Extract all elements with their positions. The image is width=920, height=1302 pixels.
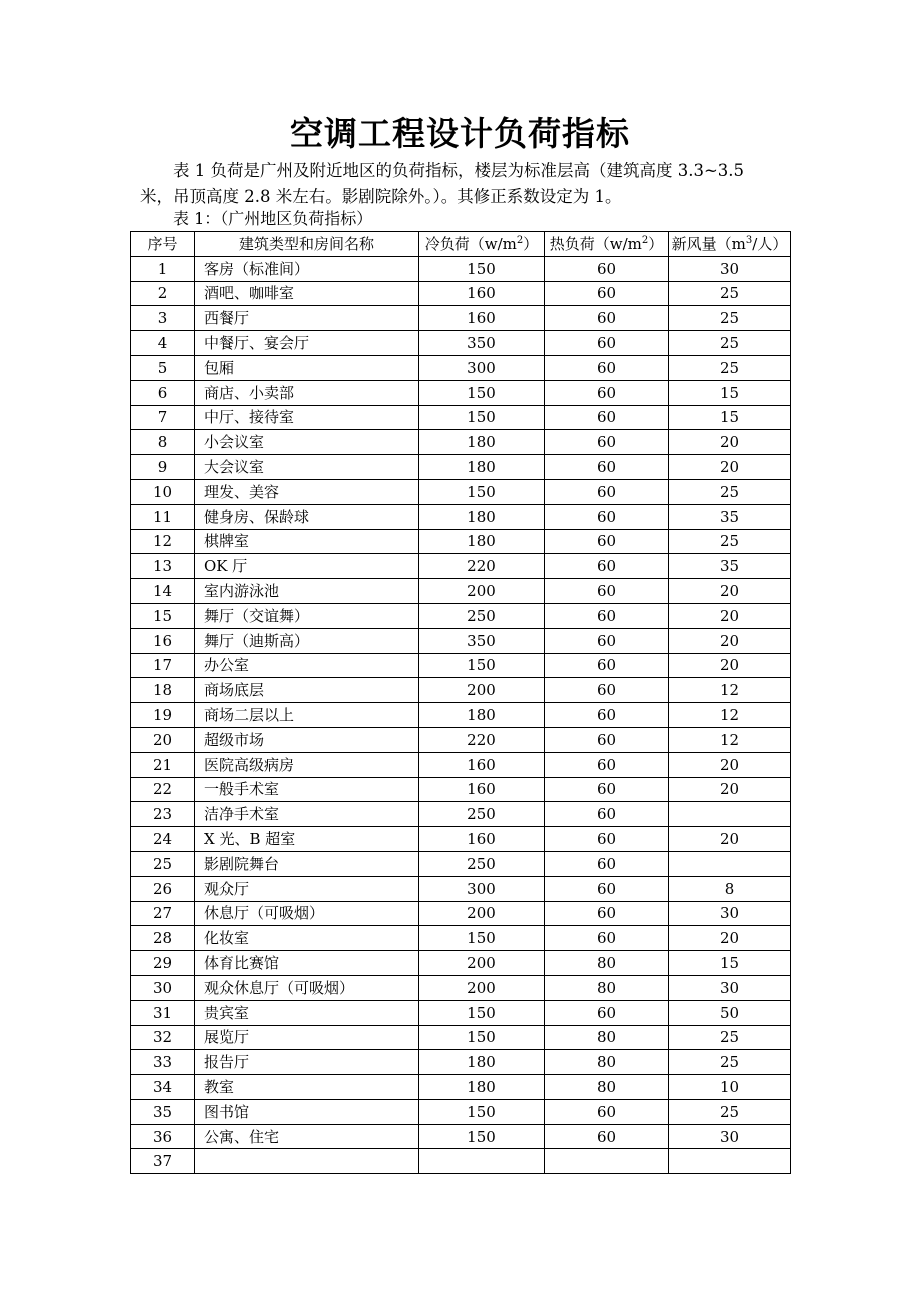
cell-heating-load: 60: [545, 1000, 669, 1025]
cell-fresh-air: 20: [669, 455, 791, 480]
cell-no: 15: [131, 603, 195, 628]
cell-cooling-load: 200: [419, 975, 545, 1000]
cell-heating-load: 60: [545, 653, 669, 678]
cell-heating-load: 60: [545, 479, 669, 504]
header-cooling-load-text: 冷负荷（w/m: [424, 234, 517, 253]
cell-name: OK 厅: [195, 554, 419, 579]
cell-cooling-load: 150: [419, 653, 545, 678]
table-row: [131, 455, 791, 480]
cell-no: 29: [131, 951, 195, 976]
cell-cooling-load: 200: [419, 579, 545, 604]
cell-fresh-air: 25: [669, 355, 791, 380]
cell-heating-load: 60: [545, 727, 669, 752]
header-no: 序号: [131, 232, 195, 257]
cell-cooling-load: 180: [419, 529, 545, 554]
cell-name: 贵宾室: [195, 1000, 419, 1025]
table-row: [131, 901, 791, 926]
cell-heating-load: 80: [545, 1075, 669, 1100]
table-header-row: [131, 232, 791, 257]
cell-no: 25: [131, 851, 195, 876]
table-row: [131, 479, 791, 504]
cell-cooling-load: 150: [419, 1099, 545, 1124]
header-fresh-air-suffix: /人）: [752, 234, 788, 253]
cell-name: 报告厅: [195, 1050, 419, 1075]
table-row: [131, 1000, 791, 1025]
cell-name: 西餐厅: [195, 306, 419, 331]
cell-fresh-air: 20: [669, 827, 791, 852]
table-row: [131, 653, 791, 678]
cell-no: 4: [131, 331, 195, 356]
cell-fresh-air: 20: [669, 628, 791, 653]
cell-cooling-load: 220: [419, 727, 545, 752]
table-row: [131, 678, 791, 703]
cell-cooling-load: 180: [419, 430, 545, 455]
cell-heating-load: 60: [545, 1124, 669, 1149]
cell-fresh-air: 35: [669, 554, 791, 579]
table-row: [131, 554, 791, 579]
cell-cooling-load: 250: [419, 603, 545, 628]
cell-name: X 光、B 超室: [195, 827, 419, 852]
table-row: [131, 975, 791, 1000]
intro-paragraph: [140, 158, 780, 210]
cell-fresh-air: 8: [669, 876, 791, 901]
table-row: [131, 1124, 791, 1149]
cell-no: 12: [131, 529, 195, 554]
cell-name: 办公室: [195, 653, 419, 678]
cell-no: 13: [131, 554, 195, 579]
cell-cooling-load: 250: [419, 802, 545, 827]
cell-no: 5: [131, 355, 195, 380]
cell-no: 27: [131, 901, 195, 926]
cell-no: 33: [131, 1050, 195, 1075]
cell-no: 23: [131, 802, 195, 827]
cell-no: 21: [131, 752, 195, 777]
cell-cooling-load: 200: [419, 951, 545, 976]
cell-heating-load: 60: [545, 926, 669, 951]
cell-no: 10: [131, 479, 195, 504]
cell-name: 舞厅（迪斯高）: [195, 628, 419, 653]
cell-no: 31: [131, 1000, 195, 1025]
cell-heating-load: 60: [545, 455, 669, 480]
cell-fresh-air: 35: [669, 504, 791, 529]
cell-fresh-air: 25: [669, 529, 791, 554]
cell-fresh-air: 25: [669, 306, 791, 331]
table-row: [131, 355, 791, 380]
cell-cooling-load: 150: [419, 479, 545, 504]
cell-fresh-air: 25: [669, 1099, 791, 1124]
table-row: [131, 752, 791, 777]
cell-heating-load: 60: [545, 331, 669, 356]
cell-name: 客房（标准间）: [195, 256, 419, 281]
cell-no: 26: [131, 876, 195, 901]
cell-heating-load: 60: [545, 802, 669, 827]
header-cooling-load: [419, 232, 545, 257]
cell-fresh-air: 50: [669, 1000, 791, 1025]
table-row: [131, 827, 791, 852]
cell-name: 展览厅: [195, 1025, 419, 1050]
cell-no: 35: [131, 1099, 195, 1124]
cell-no: 34: [131, 1075, 195, 1100]
cell-no: 7: [131, 405, 195, 430]
cell-cooling-load: [419, 1149, 545, 1174]
cell-fresh-air: 20: [669, 430, 791, 455]
cell-fresh-air: 20: [669, 579, 791, 604]
cell-cooling-load: 300: [419, 876, 545, 901]
cell-no: 19: [131, 703, 195, 728]
table-row: [131, 951, 791, 976]
cell-fresh-air: 20: [669, 752, 791, 777]
cell-no: 17: [131, 653, 195, 678]
cell-heating-load: 60: [545, 554, 669, 579]
cell-cooling-load: 180: [419, 703, 545, 728]
cell-fresh-air: 30: [669, 901, 791, 926]
cell-no: 14: [131, 579, 195, 604]
table-row: [131, 281, 791, 306]
cell-no: 1: [131, 256, 195, 281]
header-heating-load-suffix: ）: [648, 234, 664, 253]
cell-fresh-air: 20: [669, 777, 791, 802]
table-row: [131, 430, 791, 455]
table-row: [131, 579, 791, 604]
cell-heating-load: 60: [545, 306, 669, 331]
header-name: 建筑类型和房间名称: [195, 232, 419, 257]
header-heating-load: [545, 232, 669, 257]
cell-cooling-load: 350: [419, 331, 545, 356]
cell-cooling-load: 200: [419, 678, 545, 703]
cell-fresh-air: 20: [669, 926, 791, 951]
cell-cooling-load: 300: [419, 355, 545, 380]
cell-name: 医院高级病房: [195, 752, 419, 777]
cell-fresh-air: 30: [669, 1124, 791, 1149]
cell-fresh-air: 12: [669, 727, 791, 752]
cell-heating-load: 60: [545, 256, 669, 281]
cell-heating-load: 60: [545, 355, 669, 380]
load-index-table: [130, 231, 791, 1174]
table-row: [131, 405, 791, 430]
table-row: [131, 876, 791, 901]
cell-heating-load: 80: [545, 1025, 669, 1050]
table-row: [131, 727, 791, 752]
cell-fresh-air: 15: [669, 405, 791, 430]
cell-name: 公寓、住宅: [195, 1124, 419, 1149]
table-row: [131, 926, 791, 951]
cell-heating-load: [545, 1149, 669, 1174]
table-row: [131, 380, 791, 405]
cell-cooling-load: 160: [419, 752, 545, 777]
cell-fresh-air: [669, 851, 791, 876]
cell-no: 8: [131, 430, 195, 455]
cell-heating-load: 60: [545, 1099, 669, 1124]
cell-heating-load: 60: [545, 777, 669, 802]
table-caption: 表 1：（广州地区负荷指标）: [173, 209, 373, 228]
cell-cooling-load: 160: [419, 827, 545, 852]
header-cooling-load-sup: 2: [516, 234, 524, 246]
cell-fresh-air: [669, 1149, 791, 1174]
cell-no: 20: [131, 727, 195, 752]
cell-name: 教室: [195, 1075, 419, 1100]
cell-name: 商场底层: [195, 678, 419, 703]
cell-heating-load: 60: [545, 405, 669, 430]
table-row: [131, 1075, 791, 1100]
cell-cooling-load: 160: [419, 306, 545, 331]
cell-cooling-load: 160: [419, 777, 545, 802]
cell-name: 舞厅（交谊舞）: [195, 603, 419, 628]
cell-heating-load: 60: [545, 851, 669, 876]
table-row: [131, 1050, 791, 1075]
table-row: [131, 306, 791, 331]
cell-name: 观众休息厅（可吸烟）: [195, 975, 419, 1000]
table-row: [131, 1025, 791, 1050]
cell-heating-load: 80: [545, 951, 669, 976]
table-row: [131, 703, 791, 728]
cell-name: 商店、小卖部: [195, 380, 419, 405]
cell-name: 健身房、保龄球: [195, 504, 419, 529]
cell-name: 棋牌室: [195, 529, 419, 554]
cell-cooling-load: 180: [419, 1050, 545, 1075]
cell-name: 室内游泳池: [195, 579, 419, 604]
cell-cooling-load: 150: [419, 256, 545, 281]
table-row: [131, 1099, 791, 1124]
intro-text: 表 1 负荷是广州及附近地区的负荷指标，楼层为标准层高（建筑高度 3.3~3.5 米，吊顶高度 2.8 米左右。影剧院除外。）。其修正系数设定为 1。: [140, 161, 745, 206]
cell-name: 理发、美容: [195, 479, 419, 504]
cell-no: 24: [131, 827, 195, 852]
table-body: [131, 256, 791, 1173]
cell-no: 9: [131, 455, 195, 480]
cell-cooling-load: 220: [419, 554, 545, 579]
header-fresh-air-sup: 3: [745, 234, 753, 246]
cell-cooling-load: 200: [419, 901, 545, 926]
cell-heating-load: 60: [545, 529, 669, 554]
cell-name: 图书馆: [195, 1099, 419, 1124]
cell-fresh-air: 25: [669, 1025, 791, 1050]
cell-fresh-air: 20: [669, 603, 791, 628]
cell-cooling-load: 150: [419, 1025, 545, 1050]
cell-name: 观众厅: [195, 876, 419, 901]
cell-heating-load: 60: [545, 603, 669, 628]
cell-cooling-load: 150: [419, 1000, 545, 1025]
cell-name: 商场二层以上: [195, 703, 419, 728]
cell-name: 洁净手术室: [195, 802, 419, 827]
cell-heating-load: 60: [545, 876, 669, 901]
cell-name: 小会议室: [195, 430, 419, 455]
cell-name: 大会议室: [195, 455, 419, 480]
cell-heating-load: 80: [545, 975, 669, 1000]
cell-heating-load: 60: [545, 430, 669, 455]
cell-heating-load: 60: [545, 628, 669, 653]
cell-name: 包厢: [195, 355, 419, 380]
cell-no: 2: [131, 281, 195, 306]
table-row: [131, 256, 791, 281]
cell-fresh-air: 25: [669, 1050, 791, 1075]
table-row: [131, 628, 791, 653]
cell-name: 影剧院舞台: [195, 851, 419, 876]
cell-heating-load: 60: [545, 827, 669, 852]
cell-name: 中厅、接待室: [195, 405, 419, 430]
cell-heating-load: 60: [545, 678, 669, 703]
cell-cooling-load: 150: [419, 380, 545, 405]
cell-cooling-load: 180: [419, 455, 545, 480]
cell-cooling-load: 160: [419, 281, 545, 306]
cell-name: 体育比赛馆: [195, 951, 419, 976]
cell-fresh-air: 12: [669, 703, 791, 728]
cell-fresh-air: 12: [669, 678, 791, 703]
cell-no: 22: [131, 777, 195, 802]
cell-name: 化妆室: [195, 926, 419, 951]
cell-no: 6: [131, 380, 195, 405]
header-heating-load-sup: 2: [641, 234, 649, 246]
document-title: 空调工程设计负荷指标: [290, 114, 630, 153]
cell-no: 36: [131, 1124, 195, 1149]
cell-fresh-air: 25: [669, 331, 791, 356]
cell-fresh-air: 30: [669, 975, 791, 1000]
cell-no: 3: [131, 306, 195, 331]
cell-no: 11: [131, 504, 195, 529]
cell-no: 30: [131, 975, 195, 1000]
cell-cooling-load: 250: [419, 851, 545, 876]
cell-cooling-load: 150: [419, 405, 545, 430]
table-row: [131, 1149, 791, 1174]
cell-cooling-load: 180: [419, 1075, 545, 1100]
cell-heating-load: 60: [545, 380, 669, 405]
cell-heating-load: 60: [545, 901, 669, 926]
cell-name: 中餐厅、宴会厅: [195, 331, 419, 356]
cell-cooling-load: 350: [419, 628, 545, 653]
cell-heating-load: 60: [545, 703, 669, 728]
cell-fresh-air: 25: [669, 281, 791, 306]
header-heating-load-text: 热负荷（w/m: [549, 234, 642, 253]
cell-heating-load: 80: [545, 1050, 669, 1075]
table-row: [131, 504, 791, 529]
header-cooling-load-suffix: ）: [523, 234, 539, 253]
cell-heating-load: 60: [545, 579, 669, 604]
table-row: [131, 851, 791, 876]
cell-fresh-air: 15: [669, 951, 791, 976]
cell-cooling-load: 180: [419, 504, 545, 529]
cell-name: [195, 1149, 419, 1174]
cell-heating-load: 60: [545, 504, 669, 529]
table-row: [131, 331, 791, 356]
cell-name: 一般手术室: [195, 777, 419, 802]
cell-fresh-air: 20: [669, 653, 791, 678]
cell-heating-load: 60: [545, 752, 669, 777]
table-row: [131, 802, 791, 827]
cell-name: 酒吧、咖啡室: [195, 281, 419, 306]
cell-fresh-air: 25: [669, 479, 791, 504]
table-row: [131, 529, 791, 554]
cell-fresh-air: 30: [669, 256, 791, 281]
cell-cooling-load: 150: [419, 1124, 545, 1149]
cell-no: 32: [131, 1025, 195, 1050]
cell-heating-load: 60: [545, 281, 669, 306]
cell-no: 16: [131, 628, 195, 653]
cell-no: 18: [131, 678, 195, 703]
table-row: [131, 603, 791, 628]
cell-fresh-air: 10: [669, 1075, 791, 1100]
cell-name: 休息厅（可吸烟）: [195, 901, 419, 926]
cell-fresh-air: 15: [669, 380, 791, 405]
header-fresh-air-text: 新风量（m: [671, 234, 746, 253]
header-fresh-air: [669, 232, 791, 257]
cell-name: 超级市场: [195, 727, 419, 752]
cell-no: 28: [131, 926, 195, 951]
cell-cooling-load: 150: [419, 926, 545, 951]
cell-no: 37: [131, 1149, 195, 1174]
table-row: [131, 777, 791, 802]
cell-fresh-air: [669, 802, 791, 827]
